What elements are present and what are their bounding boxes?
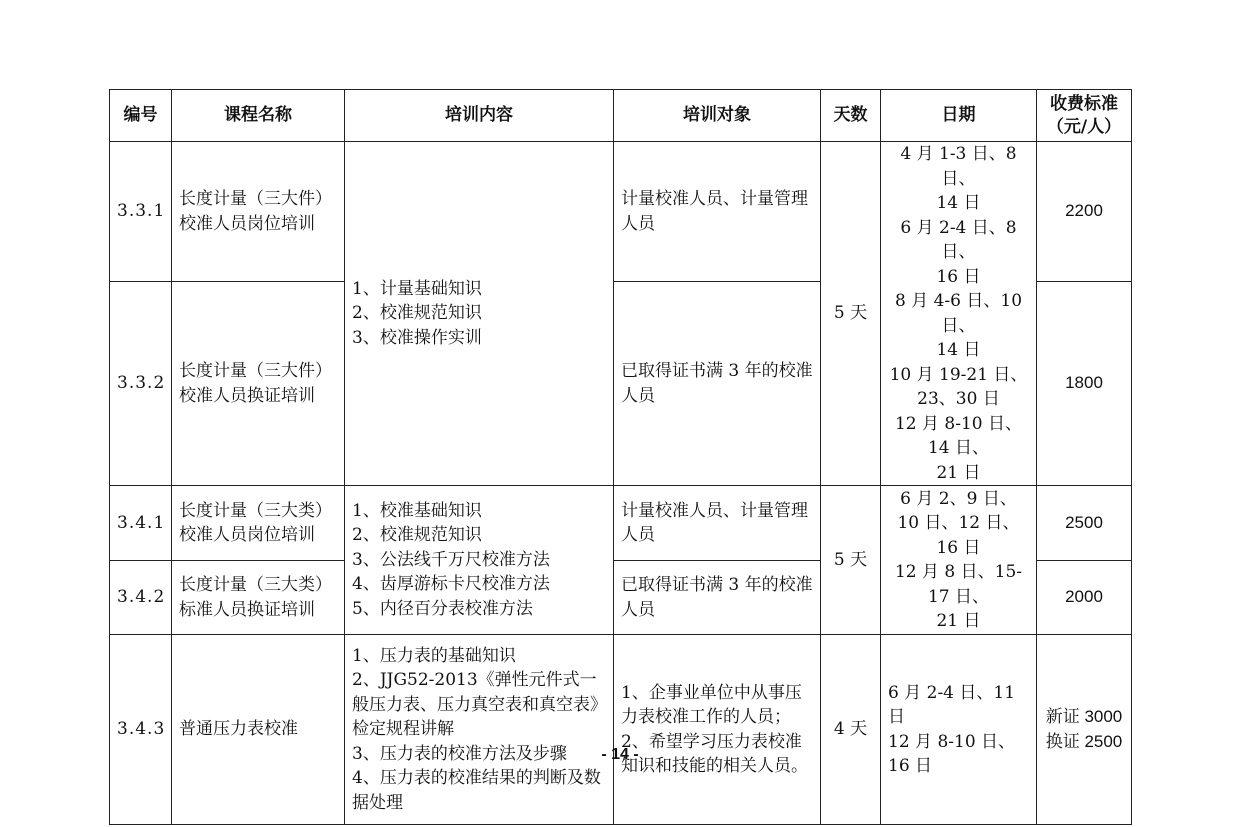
course-name: 长度计量（三大件） 校准人员岗位培训	[172, 142, 345, 282]
training-audience: 已取得证书满 3 年的校准人员	[614, 561, 821, 635]
fee-value: 新证 3000 换证 2500	[1037, 635, 1132, 825]
header-code: 编号	[110, 90, 172, 142]
header-row	[110, 90, 1132, 142]
course-schedule-table	[109, 89, 1132, 825]
training-audience: 1、企事业单位中从事压力表校准工作的人员； 2、希望学习压力表校准知识和技能的相关人员。	[614, 635, 821, 825]
training-audience: 计量校准人员、计量管理人员	[614, 486, 821, 561]
course-code: 3.4.2	[110, 561, 172, 635]
course-code: 3.4.1	[110, 486, 172, 561]
training-audience: 已取得证书满 3 年的校准人员	[614, 282, 821, 486]
table-row	[110, 486, 1132, 561]
header-course-name: 课程名称	[172, 90, 345, 142]
training-audience: 计量校准人员、计量管理人员	[614, 142, 821, 282]
training-dates: 4 月 1-3 日、8 日、 14 日 6 月 2-4 日、8 日、 16 日 8 月 4-6 日、10 日、 14 日 10 月 19-21 日、 23、30 日 12 月 8-10 日、14 日、 21 日	[881, 142, 1037, 486]
training-dates: 6 月 2-4 日、11 日 12 月 8-10 日、16 日	[881, 635, 1037, 825]
training-dates: 6 月 2、9 日、 10 日、12 日、16 日 12 月 8 日、15-17 日、 21 日	[881, 486, 1037, 635]
header-fee: 收费标准 （元/人）	[1037, 90, 1132, 142]
course-name: 长度计量（三大类） 标准人员换证培训	[172, 561, 345, 635]
training-content: 1、计量基础知识 2、校准规范知识 3、校准操作实训	[345, 142, 614, 486]
training-days: 4 天	[821, 635, 881, 825]
page-number: - 14 -	[601, 746, 639, 763]
table-row	[110, 142, 1132, 282]
training-days: 5 天	[821, 142, 881, 486]
header-training-content: 培训内容	[345, 90, 614, 142]
table-row	[110, 635, 1132, 825]
course-code: 3.3.2	[110, 282, 172, 486]
course-code: 3.3.1	[110, 142, 172, 282]
header-training-audience: 培训对象	[614, 90, 821, 142]
header-dates: 日期	[881, 90, 1037, 142]
course-name: 长度计量（三大件） 校准人员换证培训	[172, 282, 345, 486]
training-content: 1、压力表的基础知识 2、JJG52-2013《弹性元件式一般压力表、压力真空表和真空表》检定规程讲解 3、压力表的校准方法及步骤 4、压力表的校准结果的判断及数据处理	[345, 635, 614, 825]
fee-value: 1800	[1037, 282, 1132, 486]
fee-value: 2500	[1037, 486, 1132, 561]
course-name: 长度计量（三大类） 校准人员岗位培训	[172, 486, 345, 561]
training-days: 5 天	[821, 486, 881, 635]
training-content: 1、校准基础知识 2、校准规范知识 3、公法线千万尺校准方法 4、齿厚游标卡尺校准方法 5、内径百分表校准方法	[345, 486, 614, 635]
fee-value: 2000	[1037, 561, 1132, 635]
fee-value: 2200	[1037, 142, 1132, 282]
course-name: 普通压力表校准	[172, 635, 345, 825]
course-code: 3.4.3	[110, 635, 172, 825]
header-days: 天数	[821, 90, 881, 142]
